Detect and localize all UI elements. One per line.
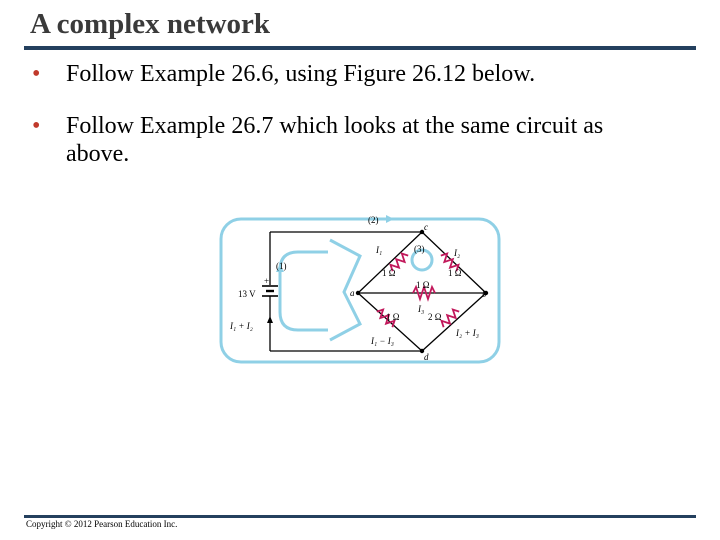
node-d-label: d [424, 352, 429, 362]
resistor-top-right-label: 1 Ω [448, 268, 462, 278]
current-left-label: I₁ + I₂ [230, 321, 253, 331]
current-arrow-icon [267, 316, 273, 323]
circuit-figure [218, 212, 502, 366]
battery-label: 13 V [238, 289, 256, 299]
current-bottom-left-label: I₁ − I₃ [371, 336, 394, 346]
bullet-icon: • [32, 113, 41, 139]
title-divider [24, 46, 696, 50]
resistor-top-left-label: 1 Ω [382, 268, 396, 278]
resistor-bottom-right-label: 2 Ω [428, 312, 442, 322]
node-c-label: c [424, 222, 428, 232]
current-i3-label: I₃ [418, 304, 425, 314]
loop-1-inner-path [330, 240, 360, 340]
current-i2-label: I₂ [454, 248, 461, 258]
loop-1-path [280, 252, 328, 330]
slide-title: A complex network [30, 8, 271, 40]
loop-1-label: (1) [276, 261, 287, 271]
wire-b-d [422, 293, 486, 351]
current-i1-label: I₁ [376, 245, 383, 255]
loop-3-label: (3) [414, 244, 425, 254]
battery-plus-label: + [264, 276, 270, 286]
node-a [356, 291, 360, 295]
bullet-icon: • [32, 61, 41, 87]
loop-2-label: (2) [368, 215, 379, 225]
copyright-notice: Copyright © 2012 Pearson Education Inc. [26, 519, 178, 529]
footer-divider [24, 515, 696, 518]
resistor-middle-label: 1 Ω [416, 280, 430, 290]
resistor-bottom-left-label: 1 Ω [386, 312, 400, 322]
current-bottom-right-label: I₂ + I₃ [456, 328, 479, 338]
bullet-text-1: Follow Example 26.6, using Figure 26.12 below. [66, 61, 536, 87]
node-b-label: b [482, 289, 487, 299]
loop-2-arrow-icon [386, 215, 394, 223]
bullet-text-2: Follow Example 26.7 which looks at the same circuit as above. [66, 113, 604, 167]
node-a-label: a [350, 288, 355, 298]
